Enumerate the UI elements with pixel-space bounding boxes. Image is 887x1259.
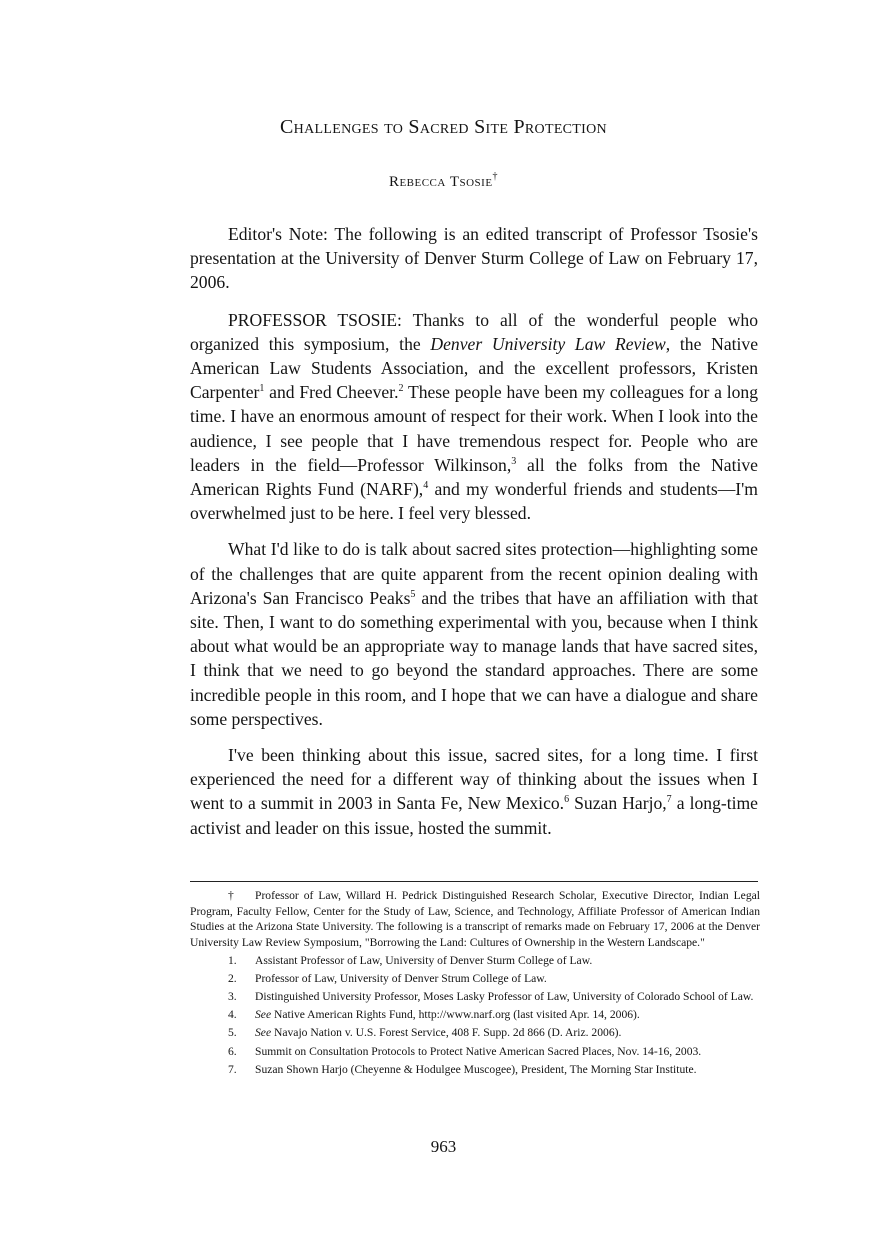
footnote-4 [190,1007,760,1023]
paragraph-summit [190,743,758,840]
footnote-4-number: 4. [228,1008,237,1022]
footnote-6-text: Summit on Consultation Protocols to Protect Native American Sacred Places, Nov. 14-16, 2003. [255,1044,702,1058]
author-byline [0,171,887,191]
footnote-5-text: Navajo Nation v. U.S. Forest Service, 408 F. Supp. 2d 866 (D. Ariz. 2006). [271,1026,622,1040]
author-dagger-mark: † [492,171,499,182]
footnote-6-number: 6. [228,1044,237,1058]
footnote-dagger-mark: † [228,889,234,902]
footnote-ref-6: 6 [564,794,570,806]
footnote-ref-7: 7 [666,794,672,806]
footnote-6 [190,1044,760,1060]
para2-text-e: These people have been my colleagues for a long time. I have an enormous amount of respect for their work. When I look into the audience, I see people that I have tremendous respect for. People who are leaders in the field—Professor Wilkinson, [190,382,758,475]
footnote-1-text: Assistant Professor of Law, University of Denver Sturm College of Law. [255,953,593,967]
footnote-3-text: Distinguished University Professor, Moses Lasky Professor of Law, University of Colorado School of Law. [255,990,754,1004]
footnote-dagger [190,888,760,950]
footnote-4-signal: See [255,1008,272,1022]
para2-text-c: , the Native American Law Students Association, and the excellent professors, Kristen Carpenter [190,333,759,403]
footnote-1 [190,953,760,969]
para4-text-a: I've been thinking about this issue, sacred sites, for a long time. I first experienced the need for a different way of thinking about the issues when I went to a summit in 2003 in Santa Fe, New Mexico. [190,745,758,814]
paragraph-sacred-sites [190,537,758,731]
footnote-7-number: 7. [228,1062,237,1076]
article-body [190,222,758,852]
para4-text-b: Suzan Harjo, [569,793,667,814]
para4-text-c: a long-time activist and leader on this issue, hosted the summit. [190,793,758,838]
footnote-5-number: 5. [228,1026,237,1040]
footnote-4-text: Native American Rights Fund, http://www.narf.org (last visited Apr. 14, 2006). [271,1008,640,1022]
footnote-7 [190,1062,760,1078]
footnote-ref-3: 3 [511,455,517,467]
para2-text-g: and my wonderful friends and students—I'm overwhelmed just to be here. I feel very blessed. [190,479,758,524]
footnote-divider [190,881,758,882]
para2-text-f: all the folks from the Native American Rights Fund (NARF), [190,454,758,500]
footnotes [190,888,760,1080]
footnote-ref-4: 4 [423,480,429,492]
footnote-5 [190,1025,760,1041]
para2-text-d: and Fred Cheever. [264,382,399,403]
footnote-7-text: Suzan Shown Harjo (Cheyenne & Hodulgee Muscogee), President, The Morning Star Institute. [255,1062,697,1076]
footnote-5-signal: See [255,1026,272,1040]
page-number: 963 [430,1137,457,1156]
article-title: Challenges to Sacred Site Protection [280,116,607,138]
journal-name: Denver University Law Review [430,333,666,354]
footnote-2-text: Professor of Law, University of Denver Strum College of Law. [255,971,547,985]
footnote-3 [190,989,760,1005]
footnote-ref-2: 2 [398,383,404,395]
para2-text-a: PROFESSOR TSOSIE: Thanks to all of the wonderful people who organized this symposium, the [190,309,758,354]
footnote-2 [190,971,760,987]
footnote-ref-1: 1 [259,383,265,395]
para3-text-a: What I'd like to do is talk about sacred sites protection—highlighting some of the challenges that are quite apparent from the recent opinion dealing with Arizona's San Francisco Peaks [190,539,758,608]
para3-text-b: and the tribes that have an affiliation with that site. Then, I want to do something experimental with you, because when I think about what would be an appropriate way to manage lands that have sacred sites, I think that we need to go beyond the standard approaches. There are some incredible people in this room, and I hope that we can have a dialogue and share some perspectives. [190,587,759,729]
paragraph-thanks [190,308,758,526]
footnote-dagger-text: Professor of Law, Willard H. Pedrick Distinguished Research Scholar, Executive Director, Indian Legal Program, Faculty Fellow, Center for the Study of Law, Science, and Technology, Affiliate Professor of American Indian Studies at the Arizona State University. The following is a transcript of remarks made on February 17, 2006 at the Denver University Law Review Symposium, "Borrowing the Land: Cultures of Ownership in the Western Landscape." [190,889,760,949]
author-name: Rebecca Tsosie [388,174,493,190]
footnote-1-number: 1. [228,953,237,967]
editors-note: Editor's Note: The following is an edited transcript of Professor Tsosie's presentation at the University of Denver Sturm College of Law on February 17, 2006. [190,224,758,293]
footnote-3-number: 3. [228,990,237,1004]
footnote-2-number: 2. [228,971,237,985]
footnote-ref-5: 5 [410,588,416,600]
